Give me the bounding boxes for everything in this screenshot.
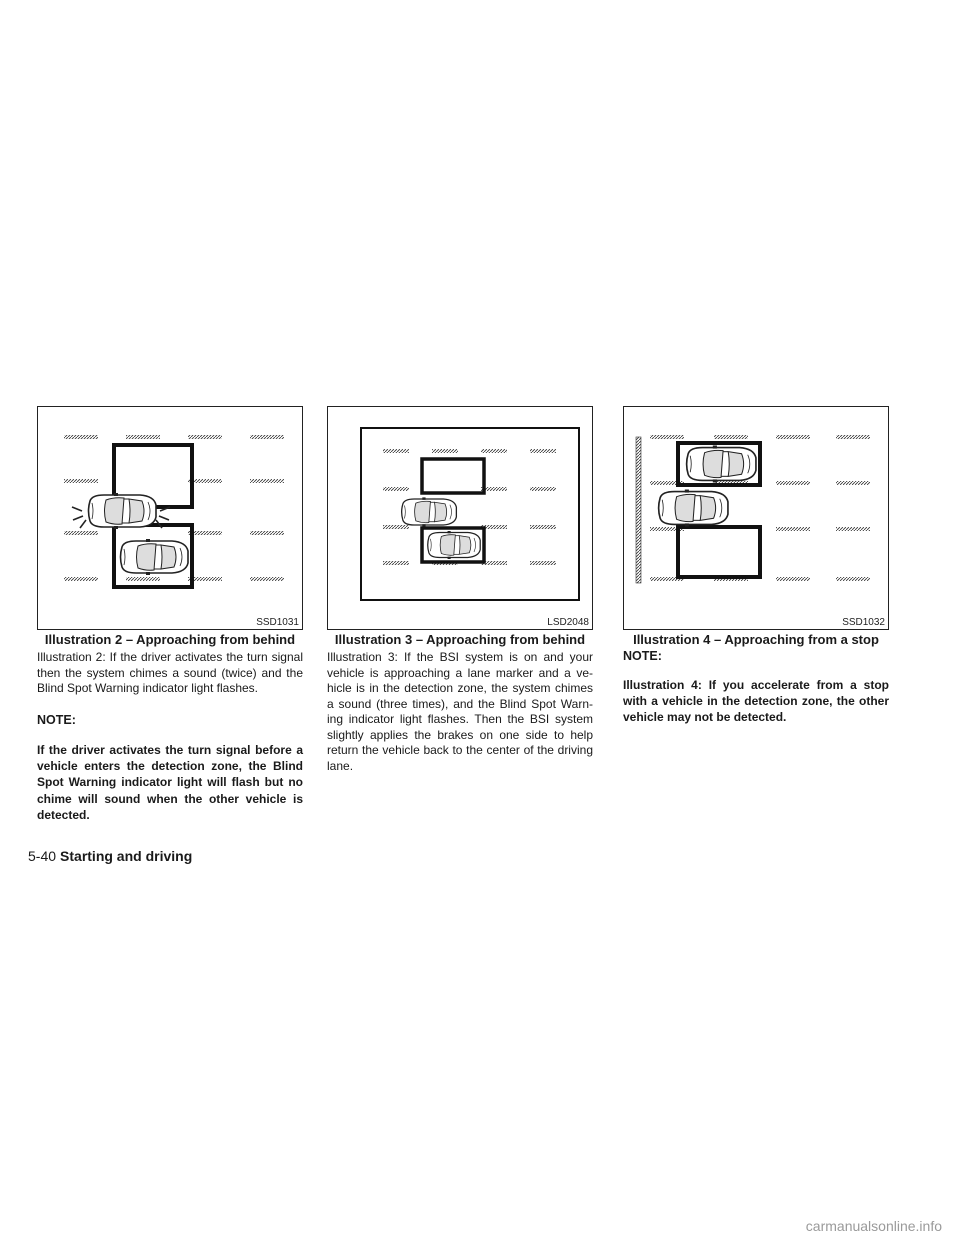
- figure-illustration-3: [327, 406, 593, 630]
- detection-zone: [678, 527, 760, 577]
- note-label: NOTE:: [623, 649, 662, 663]
- column-2: [327, 406, 593, 774]
- road-edge-barrier: [636, 437, 641, 583]
- note-text: Illustration 4: If you accelerate from a stop with a vehicle in the detection zone, the other vehicle may not be detected.: [623, 677, 889, 724]
- figure-code: SSD1032: [842, 617, 885, 628]
- body-paragraph: Illustration 3: If the BSI system is on and your vehicle is approaching a lane marker and a ve-hicle is in the detection zone, the system chimes a sound (three times), and the Blind Spot Warn-ing indicator light flashes. Then the BSI system slightly applies the brakes on one side to help return the vehicle back to the center of the driving lane.: [327, 650, 593, 773]
- car-icon: [659, 490, 728, 527]
- page-number: 5-40: [28, 848, 57, 864]
- column-3: [623, 406, 889, 725]
- car-icon: [89, 493, 157, 529]
- figure-code: LSD2048: [547, 617, 589, 628]
- page-footer: [28, 848, 192, 864]
- car-icon: [402, 497, 457, 526]
- car-icon: [121, 539, 189, 575]
- illustration-3-diagram: [328, 407, 592, 615]
- note-text: If the driver activates the turn signal before a vehicle enters the detection zone, the Blind Spot Warning indicator light will flash but no chime will sound when the other vehicle is detected.: [37, 743, 303, 822]
- figure-caption: Illustration 2 – Approaching from behind: [44, 632, 296, 647]
- figure-code: SSD1031: [256, 617, 299, 628]
- figure-illustration-2: [37, 406, 303, 630]
- illustration-2-diagram: [38, 407, 302, 615]
- figure-caption: Illustration 3 – Approaching from behind: [334, 632, 586, 647]
- car-icon: [428, 531, 481, 559]
- detection-zone: [422, 459, 484, 493]
- column-1: [37, 406, 303, 823]
- figure-caption: Illustration 4 – Approaching from a stop: [633, 632, 879, 647]
- section-title: Starting and driving: [60, 848, 193, 864]
- figure-illustration-4: [623, 406, 889, 630]
- body-paragraph: Illustration 2: If the driver activates the turn signal then the system chimes a sound (twice) and the Blind Spot Warning indicator light flashes.: [37, 650, 303, 695]
- car-icon: [687, 446, 756, 483]
- note-label: NOTE:: [37, 712, 76, 727]
- watermark: carmanualsonline.info: [805, 1218, 942, 1234]
- illustration-4-diagram: [624, 407, 888, 615]
